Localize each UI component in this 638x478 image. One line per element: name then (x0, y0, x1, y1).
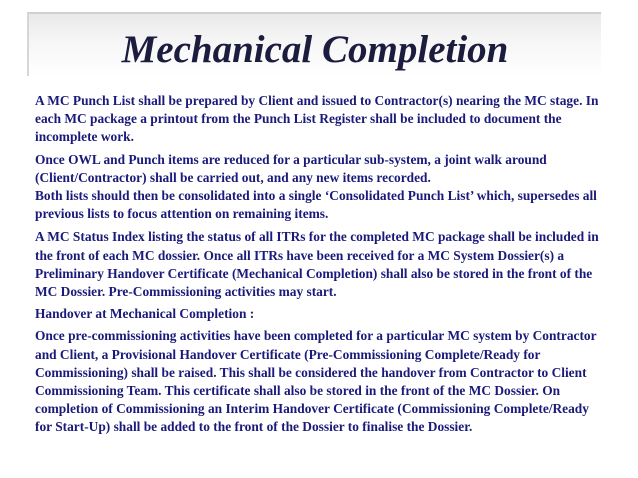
slide-body (35, 92, 601, 437)
paragraph-handover: Once pre-commissioning activities have been completed for a particular MC system by Contractor and Client, a Provisional Handover Certificate (Pre-Commissioning Complete/Ready for Commissioning) shall be raised. This shall be considered the handover from Contractor to Client Commissioning Team. This certificate shall also be stored in the front of the MC Dossier. On completion of Commissioning an Interim Handover Certificate (Commissioning Complete/Ready for Start-Up) shall be added to the front of the Dossier to finalise the Dossier. (35, 328, 597, 435)
slide-title: Mechanical Completion (121, 28, 509, 71)
paragraph-joint-walk: Once OWL and Punch items are reduced for a particular sub-system, a joint walk around (Client/Contractor) shall be carried out, and any new items recorded. (35, 151, 547, 185)
paragraph-punch-list: A MC Punch List shall be prepared by Client and issued to Contractor(s) nearing the MC stage. In each MC package a printout from the Punch List Register shall be included to document the incomplete work. (35, 93, 599, 145)
section-heading-handover: Handover at Mechanical Completion : (35, 306, 255, 322)
paragraph-status-index: A MC Status Index listing the status of all ITRs for the completed MC package shall be included in the front of each MC dossier. Once all ITRs have been received for a MC System Dossier(s) a Preliminary Handover Certificate (Mechanical Completion) shall also be stored in the front of the MC Dossier. Pre-Commissioning activities may start. (35, 229, 599, 300)
title-bar (27, 12, 601, 76)
paragraph-consolidated-list: Both lists should then be consolidated into a single ‘Consolidated Punch List’ which, supersedes all previous lists to focus attention on remaining items. (35, 188, 597, 222)
